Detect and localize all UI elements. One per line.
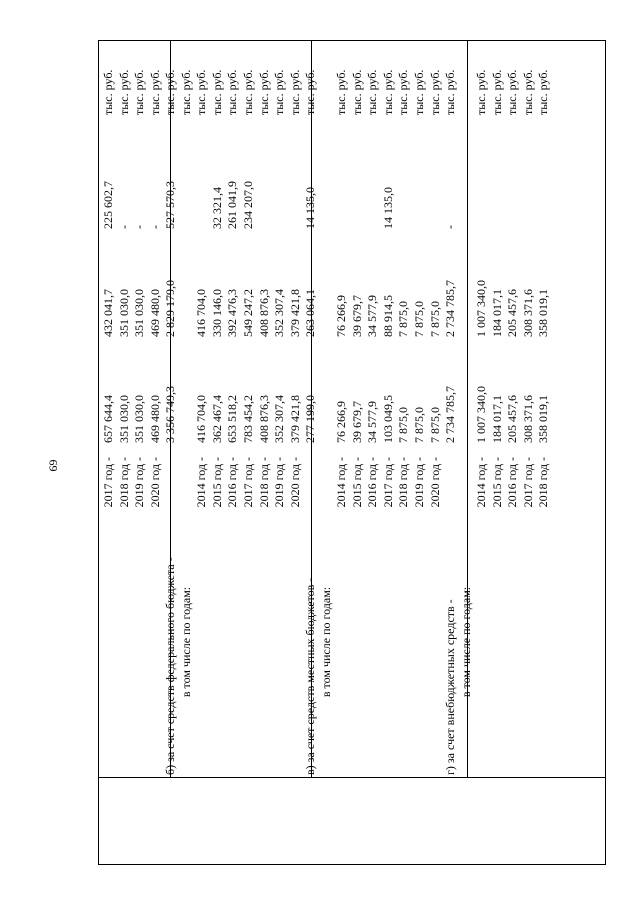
value-col2: 549 247,2: [240, 289, 255, 337]
row-label: 2017 год -: [380, 457, 395, 508]
value-total: 39 679,7: [349, 401, 364, 443]
value-col3: 14 135,0: [380, 187, 395, 229]
column-divider: [98, 777, 606, 778]
row-label: 2018 год -: [116, 457, 131, 508]
unit-label: тыс. руб.: [163, 69, 178, 115]
unit-label: тыс. руб.: [349, 69, 364, 115]
row-label: 2019 год -: [412, 457, 426, 508]
value-col2: 7 875,0: [427, 301, 442, 337]
unit-label: тыс. руб.: [240, 69, 255, 115]
row-label: в том числе по годам:: [318, 586, 333, 698]
unit-label: тыс. руб.: [334, 69, 349, 115]
row-label: 2018 год -: [536, 457, 551, 508]
value-col2: 392 476,3: [225, 289, 240, 337]
row-label: 2016 год -: [365, 457, 380, 508]
unit-label: тыс. руб.: [194, 69, 209, 115]
value-col3: -: [443, 225, 458, 229]
value-total: 379 421,8: [287, 395, 302, 443]
row-label: в том числе по годам:: [178, 586, 193, 698]
row-label: 2014 год -: [194, 457, 209, 508]
unit-label: тыс. руб.: [380, 69, 395, 115]
value-col2: 469 480,0: [147, 289, 162, 337]
row-label: в) за счет средств местных бюджетов -: [303, 577, 318, 775]
value-col2: 88 914,5: [380, 295, 395, 337]
unit-label: тыс. руб.: [412, 69, 426, 115]
value-total: 34 577,9: [365, 401, 380, 443]
value-total: 103 049,5: [380, 395, 395, 443]
value-total: 408 876,3: [256, 395, 271, 443]
value-total: 277 199,0: [303, 395, 318, 443]
value-col2: 2 829 179,0: [163, 280, 178, 337]
row-label: 2015 год -: [489, 457, 504, 508]
value-total: 657 644,4: [101, 395, 115, 443]
unit-label: тыс. руб.: [365, 69, 380, 115]
unit-label: тыс. руб.: [132, 69, 147, 115]
row-label: 2018 год -: [256, 457, 271, 508]
page-number: 69: [46, 459, 61, 472]
value-col3: 225 602,7: [101, 181, 115, 229]
unit-label: тыс. руб.: [505, 69, 520, 115]
unit-label: тыс. руб.: [209, 69, 224, 115]
row-label: 2015 год -: [209, 457, 224, 508]
value-total: 2 734 785,7: [443, 386, 458, 443]
value-total: 184 017,1: [489, 395, 504, 443]
row-label: в том числе по годам:: [458, 586, 473, 698]
value-total: 308 371,6: [520, 395, 535, 443]
unit-label: тыс. руб.: [489, 69, 504, 115]
value-col3: 32 321,4: [209, 187, 224, 229]
unit-label: тыс. руб.: [147, 69, 162, 115]
unit-label: тыс. руб.: [536, 69, 551, 115]
row-label: 2020 год -: [147, 457, 162, 508]
value-col2: 76 266,9: [334, 295, 349, 337]
value-col2: 39 679,7: [349, 295, 364, 337]
unit-label: тыс. руб.: [520, 69, 535, 115]
value-total: 351 030,0: [116, 395, 131, 443]
value-col2: 263 064,1: [303, 289, 318, 337]
unit-label: тыс. руб.: [178, 69, 193, 115]
value-total: 358 019,1: [536, 395, 551, 443]
value-col2: 351 030,0: [132, 289, 147, 337]
unit-label: тыс. руб.: [427, 69, 442, 115]
unit-label: тыс. руб.: [443, 69, 458, 115]
value-total: 7 875,0: [412, 407, 426, 443]
value-total: 362 467,4: [209, 395, 224, 443]
row-label: 2016 год -: [225, 457, 240, 508]
row-label: 2017 год -: [240, 457, 255, 508]
value-col2: 330 146,0: [209, 289, 224, 337]
value-total: 469 480,0: [147, 395, 162, 443]
value-col2: 1 007 340,0: [474, 280, 489, 337]
row-label: 2016 год -: [505, 457, 520, 508]
value-col2: 7 875,0: [396, 301, 411, 337]
value-total: 653 518,2: [225, 395, 240, 443]
unit-label: тыс. руб.: [474, 69, 489, 115]
value-total: 76 266,9: [334, 401, 349, 443]
value-col2: 352 307,4: [272, 289, 287, 337]
value-col2: 34 577,9: [365, 295, 380, 337]
value-col3: 234 207,0: [240, 181, 255, 229]
row-label: 2020 год -: [427, 457, 442, 508]
value-col3: 14 135,0: [303, 187, 318, 229]
value-col2: 2 734 785,7: [443, 280, 458, 337]
value-col3: -: [132, 225, 147, 229]
value-col2: 7 875,0: [412, 301, 426, 337]
value-col2: 432 041,7: [101, 289, 115, 337]
row-label: г) за счет внебюджетных средств -: [443, 599, 458, 775]
row-label: б) за счет средств федерального бюджета -: [163, 557, 178, 775]
value-total: 3 356 749,3: [163, 386, 178, 443]
unit-label: тыс. руб.: [303, 69, 318, 115]
value-total: 1 007 340,0: [474, 386, 489, 443]
row-label: 2019 год -: [132, 457, 147, 508]
row-label: 2017 год -: [520, 457, 535, 508]
value-col2: 358 019,1: [536, 289, 551, 337]
value-col2: 408 876,3: [256, 289, 271, 337]
unit-label: тыс. руб.: [225, 69, 240, 115]
value-col3: -: [147, 225, 162, 229]
value-total: 416 704,0: [194, 395, 209, 443]
value-col3: -: [116, 225, 131, 229]
value-col2: 351 030,0: [116, 289, 131, 337]
row-label: 2015 год -: [349, 457, 364, 508]
unit-label: тыс. руб.: [101, 69, 115, 115]
value-total: 7 875,0: [396, 407, 411, 443]
rotated-table-region: [98, 40, 606, 865]
value-col3: 527 570,3: [163, 181, 178, 229]
value-col2: 308 371,6: [520, 289, 535, 337]
value-col2: 379 421,8: [287, 289, 302, 337]
unit-label: тыс. руб.: [116, 69, 131, 115]
row-label: 2017 год -: [101, 457, 115, 508]
value-total: 351 030,0: [132, 395, 147, 443]
value-col3: 261 041,9: [225, 181, 240, 229]
value-col2: 184 017,1: [489, 289, 504, 337]
row-label: 2018 год -: [396, 457, 411, 508]
value-total: 783 454,2: [240, 395, 255, 443]
value-total: 7 875,0: [427, 407, 442, 443]
value-col2: 205 457,6: [505, 289, 520, 337]
row-label: 2014 год -: [334, 457, 349, 508]
unit-label: тыс. руб.: [396, 69, 411, 115]
value-col2: 416 704,0: [194, 289, 209, 337]
row-label: 2019 год -: [272, 457, 287, 508]
row-label: 2014 год -: [474, 457, 489, 508]
value-total: 205 457,6: [505, 395, 520, 443]
unit-label: тыс. руб.: [272, 69, 287, 115]
row-label: 2020 год -: [287, 457, 302, 508]
unit-label: тыс. руб.: [287, 69, 302, 115]
unit-label: тыс. руб.: [256, 69, 271, 115]
value-total: 352 307,4: [272, 395, 287, 443]
